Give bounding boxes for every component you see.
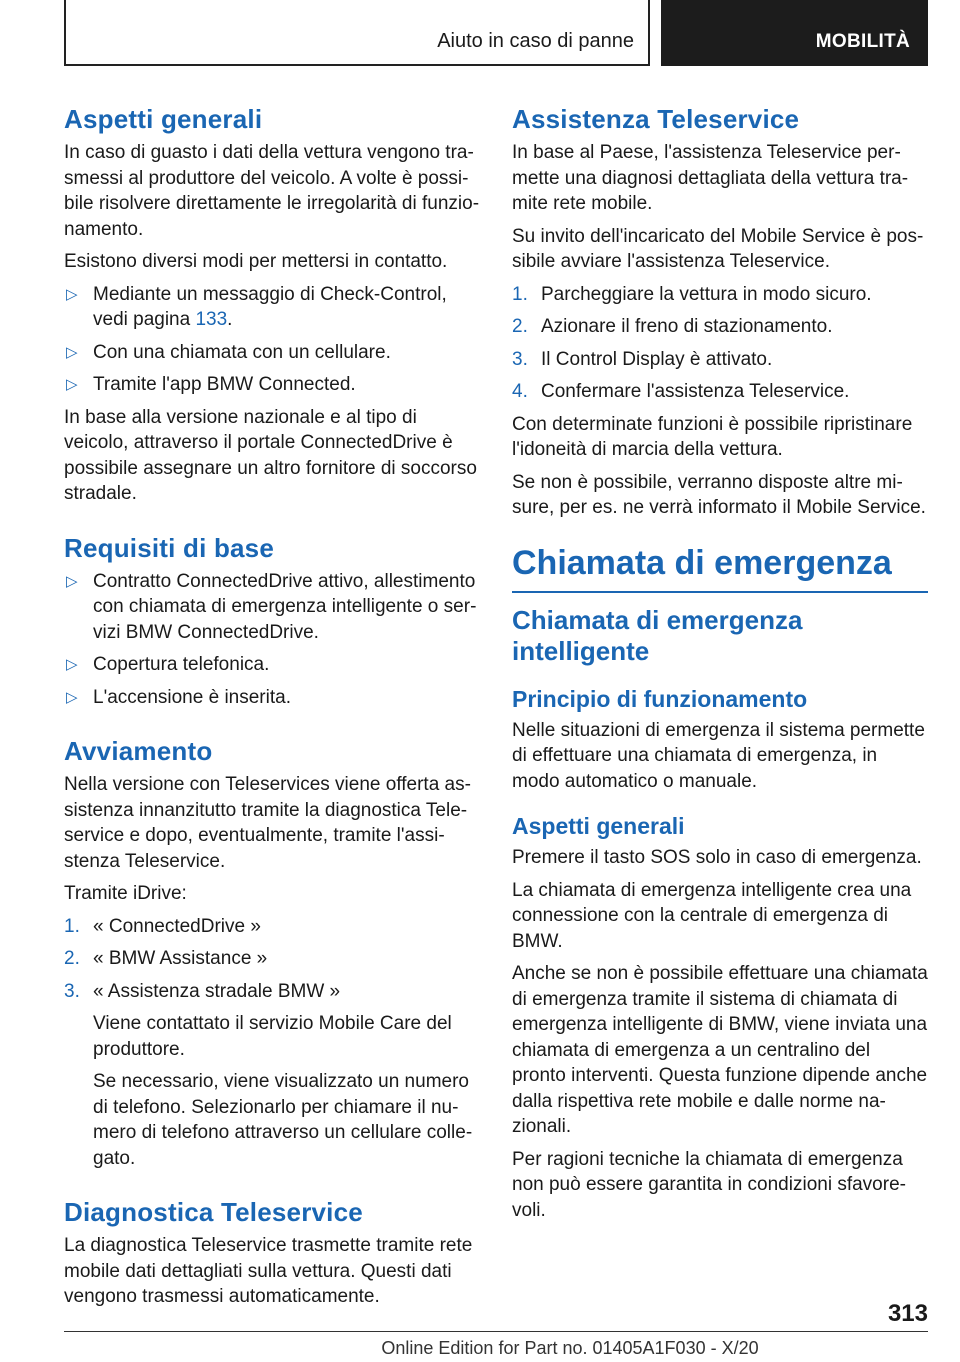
paragraph: Con determinate funzioni è possibile ripristinare l'idoneità di marcia della vettura. — [512, 413, 913, 460]
header-section-title: Aiuto in caso di panne — [437, 30, 634, 52]
right-column — [512, 100, 928, 1230]
header-chapter-title: MOBILITÀ — [815, 31, 910, 52]
step-detail: Viene contattato il servizio Mobile Care del produttore. — [93, 1013, 452, 1060]
heading-principio: Principio di funzionamento — [512, 685, 808, 712]
paragraph: Anche se non è possibile effettuare una chiamata di emergenza tramite il sistema di chiamata di emergenza intelligente di BMW, viene inviata una chiamata di emergenza a un centralino del pronto interventi. Questa funzione dipende anche dalla rispettiva rete mobile e dalle norme nazionali. — [512, 963, 928, 1137]
heading-requisiti: Requisiti di base — [64, 532, 275, 563]
step-number: 1. — [64, 915, 80, 937]
paragraph: In base alla versione nazionale e al tipo di veicolo, attraverso il portale ConnectedDrive è possibile assegnare un altro fornitore di soccorso stradale. — [64, 406, 477, 504]
list-item-text-end: . — [227, 309, 233, 330]
list-item — [64, 282, 480, 333]
numbered-step — [512, 314, 928, 340]
page-number: 313 — [887, 1300, 928, 1327]
heading-assistenza: Assistenza Teleservice — [512, 104, 800, 134]
paragraph: La diagnostica Teleservice trasmette tramite rete mobile dati dettagliati sulla vettura. Questi dati vengono trasmessi automaticamente. — [64, 1235, 473, 1307]
step-number: 3. — [512, 348, 528, 370]
header-section-box — [64, 0, 650, 66]
paragraph: In base al Paese, l'assistenza Teleservice permette una diagnosi dettagliata della vettura tramite rete mobile. — [512, 142, 909, 214]
triangle-bullet-icon: ▷ — [66, 285, 78, 303]
paragraph: Nelle situazioni di emergenza il sistema permette di effettuare una chiamata di emergenza, in modo automatico o manuale. — [512, 719, 925, 792]
paragraph: In caso di guasto i dati della vettura vengono trasmessi al produttore del veicolo. A volte è possibile risolvere direttamente le irregolarità di funzionamento. — [64, 142, 480, 240]
numbered-step — [512, 282, 928, 308]
footer-divider — [64, 1331, 928, 1332]
numbered-step — [512, 379, 928, 405]
triangle-bullet-icon: ▷ — [66, 688, 78, 706]
heading-aspetti-generali: Aspetti generali — [64, 104, 263, 134]
heading-diagnostica: Diagnostica Teleservice — [64, 1197, 363, 1227]
step-detail: Se necessario, viene visualizzato un numero di telefono. Selezionarlo per chiamare il numero di telefono attraverso un cellulare collegato. — [93, 1071, 473, 1169]
triangle-bullet-icon: ▷ — [66, 572, 78, 590]
list-item-text: Con una chiamata con un cellulare. — [93, 341, 391, 363]
numbered-step — [64, 946, 480, 972]
heading-chiamata-intelligente: Chiamata di emergenza intelligente — [512, 604, 803, 666]
list-item — [64, 652, 480, 678]
step-text: « Assistenza stradale BMW » — [93, 980, 341, 1002]
paragraph: Premere il tasto SOS solo in caso di emergenza. — [512, 847, 922, 868]
list-item-text: Tramite l'app BMW Connected. — [93, 374, 356, 395]
list-item — [64, 569, 480, 646]
step-text: « BMW Assistance » — [93, 948, 268, 969]
list-item-text: Copertura telefonica. — [93, 654, 270, 675]
step-text: Il Control Display è attivato. — [541, 348, 773, 370]
step-number: 2. — [512, 316, 528, 337]
triangle-bullet-icon: ▷ — [66, 656, 78, 673]
paragraph: Tramite iDrive: — [64, 883, 187, 904]
header-chapter-tab — [661, 0, 928, 66]
list-item-text: Contratto ConnectedDrive attivo, allestimento con chiamata di emergenza intelligente o servizi BMW ConnectedDrive. — [93, 570, 477, 643]
step-number: 3. — [64, 980, 80, 1002]
chapter-heading-chiamata: Chiamata di emergenza — [512, 543, 928, 593]
list-item-text: L'accensione è inserita. — [93, 686, 291, 708]
page-header — [64, 0, 928, 66]
left-column — [64, 100, 480, 1317]
list-item — [64, 340, 480, 366]
step-number: 1. — [512, 283, 528, 305]
paragraph: Per ragioni tecniche la chiamata di emergenza non può essere garantita in condizioni sfavorevoli. — [512, 1148, 906, 1221]
step-number: 4. — [512, 381, 528, 402]
step-text: Confermare l'assistenza Teleservice. — [541, 381, 850, 402]
step-number: 2. — [64, 948, 80, 969]
triangle-bullet-icon: ▷ — [66, 376, 78, 393]
step-text: Azionare il freno di stazionamento. — [541, 316, 833, 337]
triangle-bullet-icon: ▷ — [66, 343, 78, 361]
footer-edition: Online Edition for Part no. 01405A1F030 - X/20 — [381, 1338, 759, 1358]
page-reference-link[interactable]: 133 — [195, 309, 228, 330]
paragraph: Su invito dell'incaricato del Mobile Service è possibile avviare l'assistenza Teleservice. — [512, 225, 924, 272]
heading-aspetti-generali-2: Aspetti generali — [512, 813, 685, 839]
numbered-step — [64, 979, 480, 1005]
paragraph: Nella versione con Teleservices viene offerta assistenza innanzitutto tramite la diagnostica Teleservice e dopo, eventualmente, tramite l'assistenza Teleservice. — [64, 774, 471, 872]
paragraph: Se non è possibile, verranno disposte altre misure, per es. ne verrà informato il Mobile Service. — [512, 471, 926, 518]
paragraph: Esistono diversi modi per mettersi in contatto. — [64, 251, 448, 272]
step-text: Parcheggiare la vettura in modo sicuro. — [541, 283, 872, 305]
list-item — [64, 372, 480, 398]
list-item — [64, 685, 480, 711]
list-item-text: Mediante un messaggio di Check-Control, vedi pagina — [93, 283, 447, 330]
step-text: « ConnectedDrive » — [93, 915, 261, 937]
paragraph: La chiamata di emergenza intelligente crea una connessione con la centrale di emergenza di BMW. — [512, 879, 912, 952]
numbered-step — [512, 347, 928, 373]
numbered-step — [64, 914, 480, 940]
heading-avviamento: Avviamento — [64, 736, 213, 766]
